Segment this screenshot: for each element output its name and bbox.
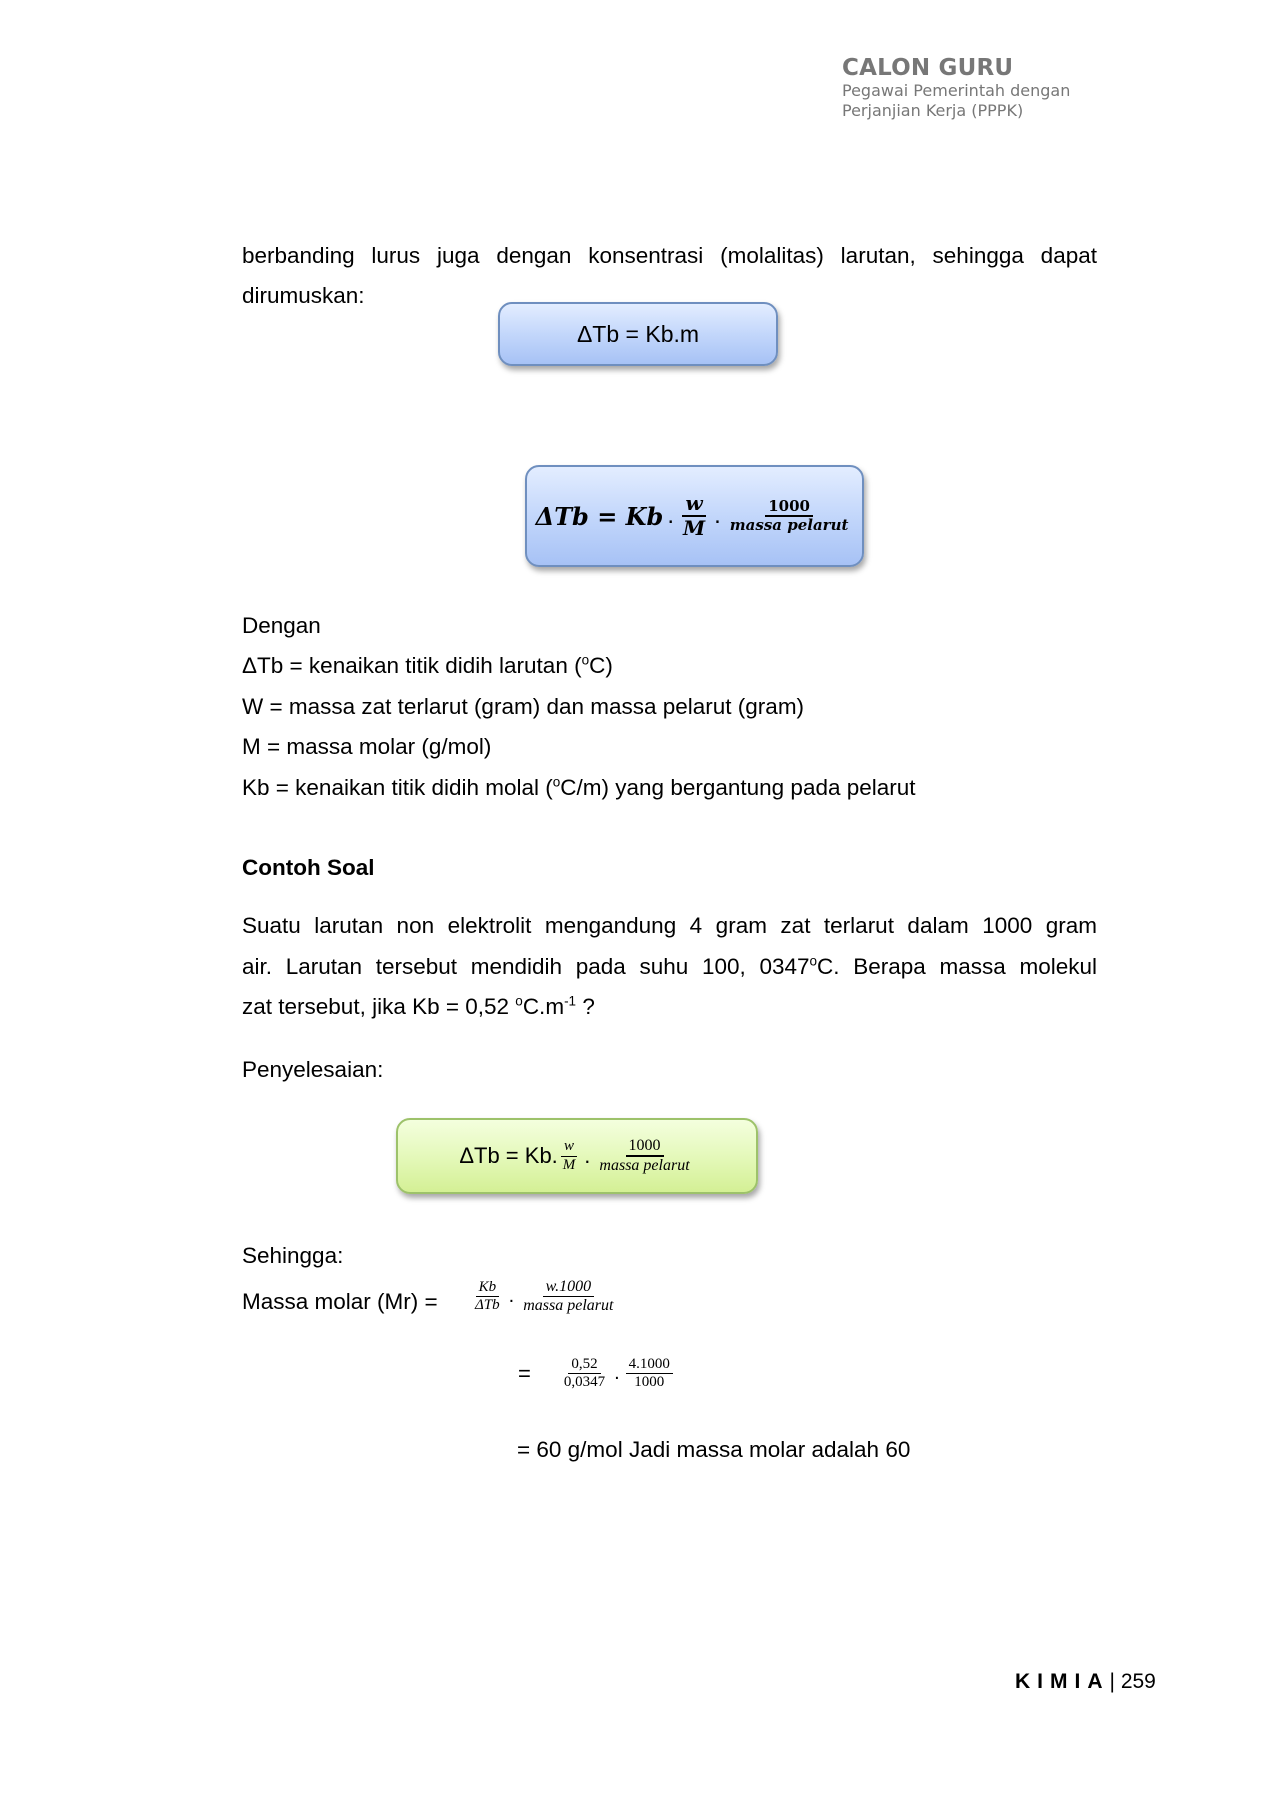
fraction-41000-over-1000 — [626, 1356, 673, 1392]
fraction-1000-over-massa — [596, 1137, 692, 1176]
fraction-numerator: 1000 — [765, 498, 813, 517]
fraction-numerator: w.1000 — [543, 1278, 594, 1297]
fraction-1000-over-massa — [727, 498, 852, 535]
fraction-denominator: M — [562, 1156, 576, 1173]
fraction-numerator: Kb — [476, 1279, 500, 1297]
fraction-denominator: massa pelarut — [523, 1297, 614, 1315]
formula-basic-text: ΔTb = Kb.m — [576, 320, 700, 347]
equals-sign: = — [518, 1360, 531, 1386]
example-text: ? — [576, 994, 595, 1019]
header-title: CALON GURU — [842, 55, 1014, 81]
example-line-1: Suatu larutan non elektrolit mengandung 4 gram zat terlarut dalam 1000 gram — [242, 913, 1097, 938]
dot-operator: . — [714, 502, 721, 529]
example-text: air. Larutan tersebut mendidih pada suhu 100, 0347 — [242, 954, 810, 979]
example-line-3 — [242, 987, 595, 1027]
degree-sup: o — [809, 953, 818, 969]
definitions-intro: Dengan — [242, 613, 321, 638]
definition-m: M = massa molar (g/mol) — [242, 734, 492, 759]
dot-operator: . — [584, 1143, 591, 1168]
mr-formula-step-1 — [470, 1278, 618, 1316]
so-label: Sehingga: — [242, 1243, 344, 1268]
fraction-denominator: M — [682, 516, 706, 540]
example-heading: Contoh Soal — [242, 855, 375, 880]
result-text: = 60 g/mol Jadi massa molar adalah 60 — [517, 1437, 911, 1462]
intro-line-1: berbanding lurus juga dengan konsentrasi (molalitas) larutan, sehingga dapat — [242, 243, 1097, 268]
intro-line-2: dirumuskan: — [242, 283, 365, 308]
fraction-numerator: w — [561, 1138, 577, 1156]
fraction-w-over-m — [560, 1138, 579, 1174]
formula-box-expanded — [525, 465, 864, 567]
dot-operator: . — [508, 1285, 515, 1308]
exponent-sup: -1 — [564, 993, 577, 1009]
example-text: C.m — [522, 994, 565, 1019]
definition-delta-tb — [242, 646, 613, 686]
fraction-denominator: 0,0347 — [563, 1374, 606, 1391]
formula-solution-lhs: ΔTb = Kb. — [459, 1143, 558, 1168]
fraction-numerator: 4.1000 — [626, 1356, 673, 1374]
fraction-denominator: ΔTb — [475, 1297, 500, 1314]
fraction-denominator: 1000 — [634, 1374, 665, 1391]
formula-box-solution — [396, 1118, 758, 1194]
definition-text: C) — [589, 653, 613, 678]
definition-w: W = massa zat terlarut (gram) dan massa pelarut (gram) — [242, 694, 805, 719]
fraction-w1000-over-massa — [520, 1278, 616, 1316]
dot-operator: . — [667, 502, 674, 529]
header-subtitle-1: Pegawai Pemerintah dengan — [842, 81, 1071, 100]
page-number: 259 — [1120, 1670, 1156, 1693]
degree-sup: o — [552, 774, 561, 790]
fraction-kb-over-dtb — [472, 1279, 503, 1315]
definition-kb — [242, 768, 916, 808]
definition-text: ΔTb = kenaikan titik didih larutan ( — [242, 653, 582, 678]
dot-operator: . — [614, 1362, 620, 1385]
fraction-numerator: w — [682, 492, 705, 517]
degree-sup: o — [581, 652, 590, 668]
fraction-denominator: massa pelarut — [729, 516, 849, 534]
fraction-052-over-00347 — [561, 1356, 608, 1392]
formula-box-basic — [498, 302, 778, 366]
definition-text: C/m) yang bergantung pada pelarut — [560, 775, 916, 800]
header-subtitle-2: Perjanjian Kerja (PPPK) — [842, 101, 1024, 120]
formula-expanded-lhs: ΔTb = Kb — [535, 501, 664, 531]
example-line-2 — [242, 947, 1097, 987]
page-footer — [1015, 1670, 1156, 1694]
example-text: C. Berapa massa molekul — [817, 954, 1097, 979]
fraction-denominator: massa pelarut — [599, 1157, 690, 1174]
example-text: zat tersebut, jika Kb = 0,52 — [242, 994, 516, 1019]
degree-sup: o — [515, 993, 523, 1009]
fraction-w-over-m — [680, 492, 708, 540]
page-header — [842, 55, 1070, 121]
footer-subject: KIMIA — [1015, 1670, 1110, 1693]
definition-text: Kb = kenaikan titik didih molal ( — [242, 775, 553, 800]
mr-formula-step-2 — [518, 1356, 675, 1392]
fraction-numerator: 0,52 — [568, 1356, 600, 1374]
mr-label: Massa molar (Mr) = — [242, 1289, 438, 1314]
footer-separator: | — [1109, 1670, 1115, 1693]
solution-label: Penyelesaian: — [242, 1057, 384, 1082]
fraction-numerator: 1000 — [626, 1137, 664, 1157]
